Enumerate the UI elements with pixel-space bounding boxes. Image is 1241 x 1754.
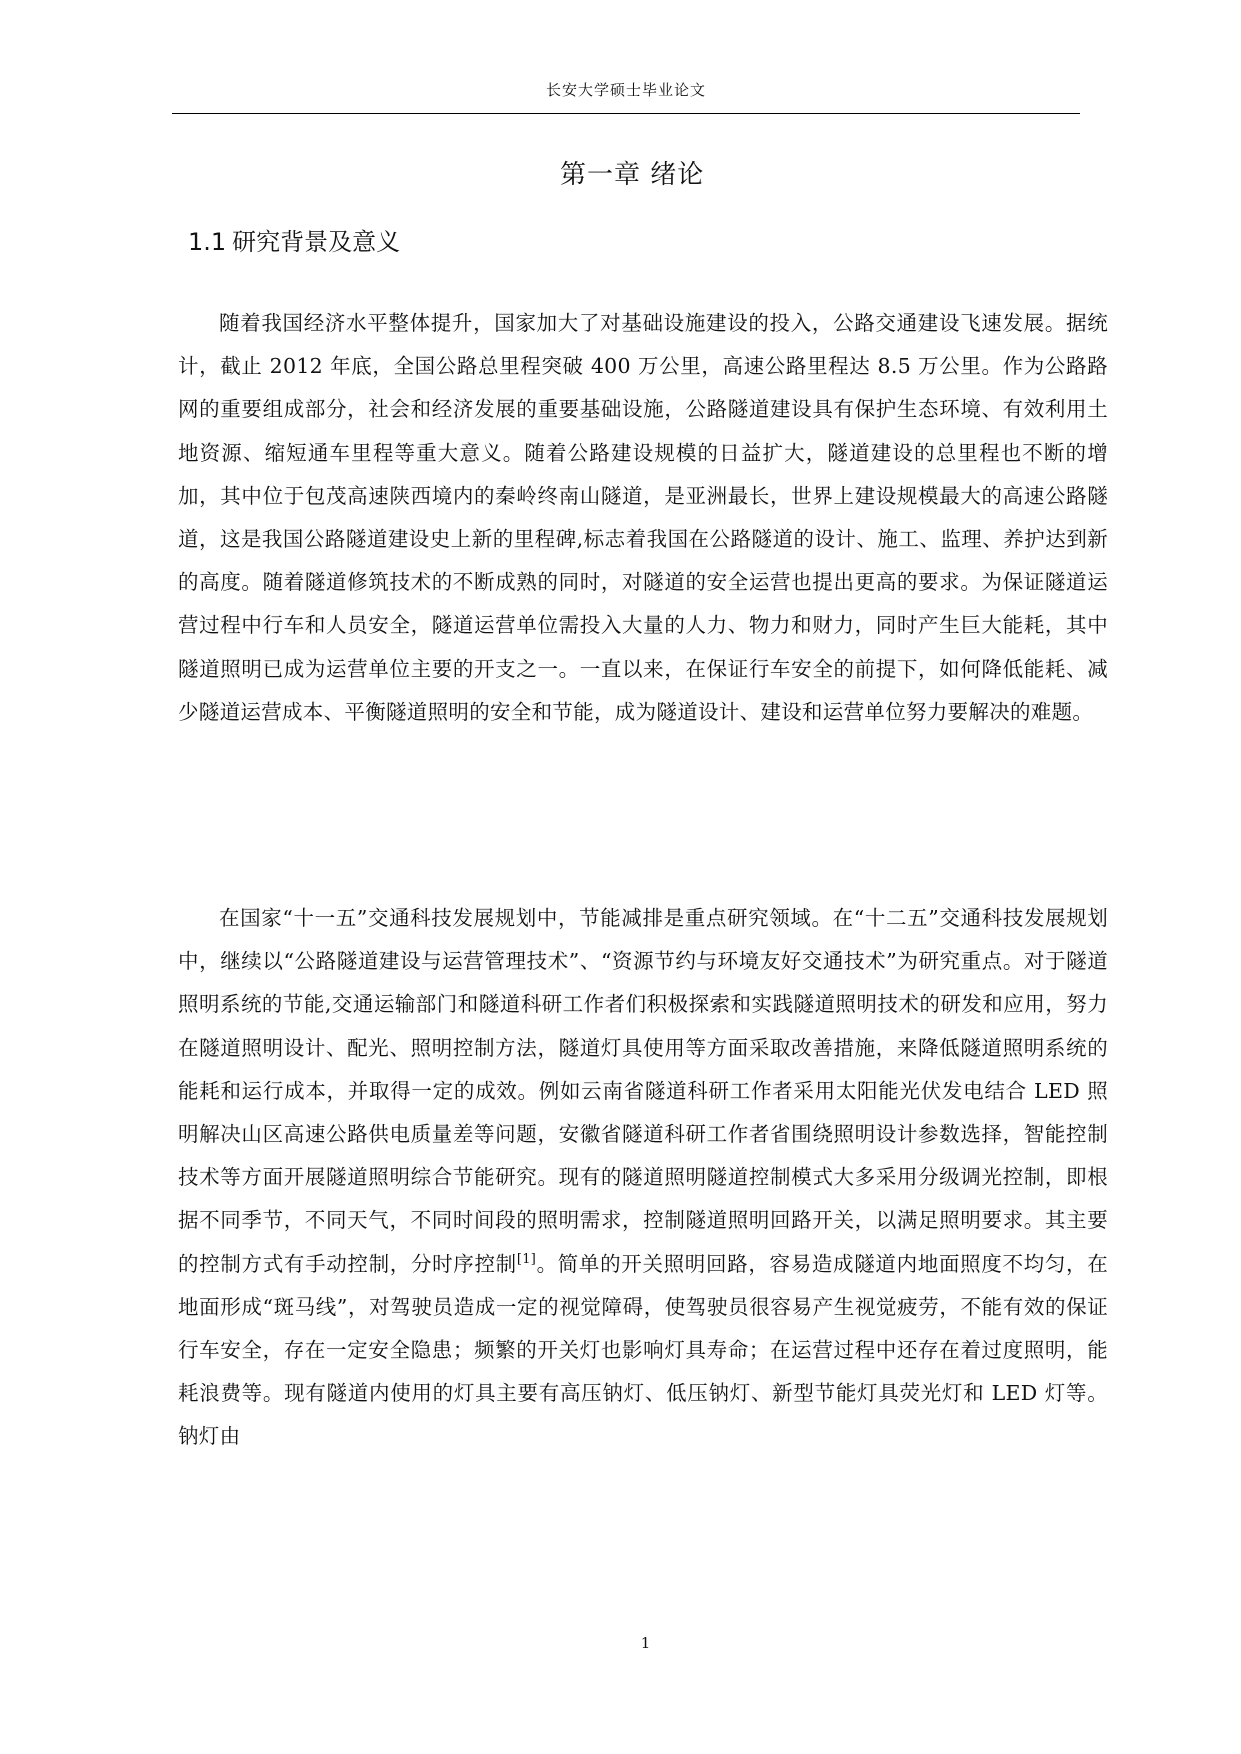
section-number: 1.1 (188, 228, 227, 256)
section-heading (188, 226, 688, 258)
paragraph-2-text-b: 。简单的开关照明回路，容易造成隧道内地面照度不均匀，在地面形成“斑马线”，对驾驶员造成一定的视觉障碍，使驾驶员很容易产生视觉疲劳，不能有效的保证行车安全，存在一定安全隐患；频繁的开关灯也影响灯具寿命；在运营过程中还存在着过度照明，能耗浪费等。现有隧道内使用的灯具主要有高压钠灯、低压钠灯、新型节能灯具荧光灯和 LED 灯等。钠灯由 (178, 1251, 1108, 1449)
header-rule (172, 113, 1080, 114)
body-paragraph-2 (178, 897, 1108, 1459)
running-header: 长安大学硕士毕业论文 (545, 81, 706, 99)
citation-reference[interactable]: [1] (516, 1251, 537, 1267)
paragraph-2-text-a: 在国家“十一五”交通科技发展规划中，节能减排是重点研究领域。在“十二五”交通科技发展规划中，继续以“公路隧道建设与运营管理技术”、“资源节约与环境友好交通技术”为研究重点。对于隧道照明系统的节能,交通运输部门和隧道科研工作者们积极探索和实践隧道照明技术的研发和应用，努力在隧道照明设计、配光、照明控制方法，隧道灯具使用等方面采取改善措施，来降低隧道照明系统的能耗和运行成本，并取得一定的成效。例如云南省隧道科研工作者采用太阳能光伏发电结合 LED 照明解决山区高速公路供电质量差等问题，安徽省隧道科研工作者省围绕照明设计参数选择，智能控制技术等方面开展隧道照明综合节能研究。现有的隧道照明隧道控制模式大多采用分级调光控制，即根据不同季节，不同天气，不同时间段的照明需求，控制隧道照明回路开关，以满足照明要求。其主要的控制方式有手动控制，分时序控制 (178, 906, 1108, 1276)
body-paragraph-1: 随着我国经济水平整体提升，国家加大了对基础设施建设的投入，公路交通建设飞速发展。据统计，截止 2012 年底，全国公路总里程突破 400 万公里，高速公路里程达 8.5 万公里。作为公路路网的重要组成部分，社会和经济发展的重要基础设施，公路隧道建设具有保护生态环境、有效利用土地资源、缩短通车里程等重大意义。随着公路建设规模的日益扩大，隧道建设的总里程也不断的增加，其中位于包茂高速陕西境内的秦岭终南山隧道，是亚洲最长，世界上建设规模最大的高速公路隧道，这是我国公路隧道建设史上新的里程碑,标志着我国在公路隧道的设计、施工、监理、养护达到新的高度。随着隧道修筑技术的不断成熟的同时，对隧道的安全运营也提出更高的要求。为保证隧道运营过程中行车和人员安全，隧道运营单位需投入大量的人力、物力和财力，同时产生巨大能耗，其中隧道照明已成为运营单位主要的开支之一。一直以来，在保证行车安全的前提下，如何降低能耗、减少隧道运营成本、平衡隧道照明的安全和节能，成为隧道设计、建设和运营单位努力要解决的难题。 (178, 311, 1108, 724)
page-number: 1 (640, 1634, 651, 1652)
section-title: 研究背景及意义 (232, 228, 401, 256)
chapter-title: 第一章 绪论 (560, 160, 705, 190)
